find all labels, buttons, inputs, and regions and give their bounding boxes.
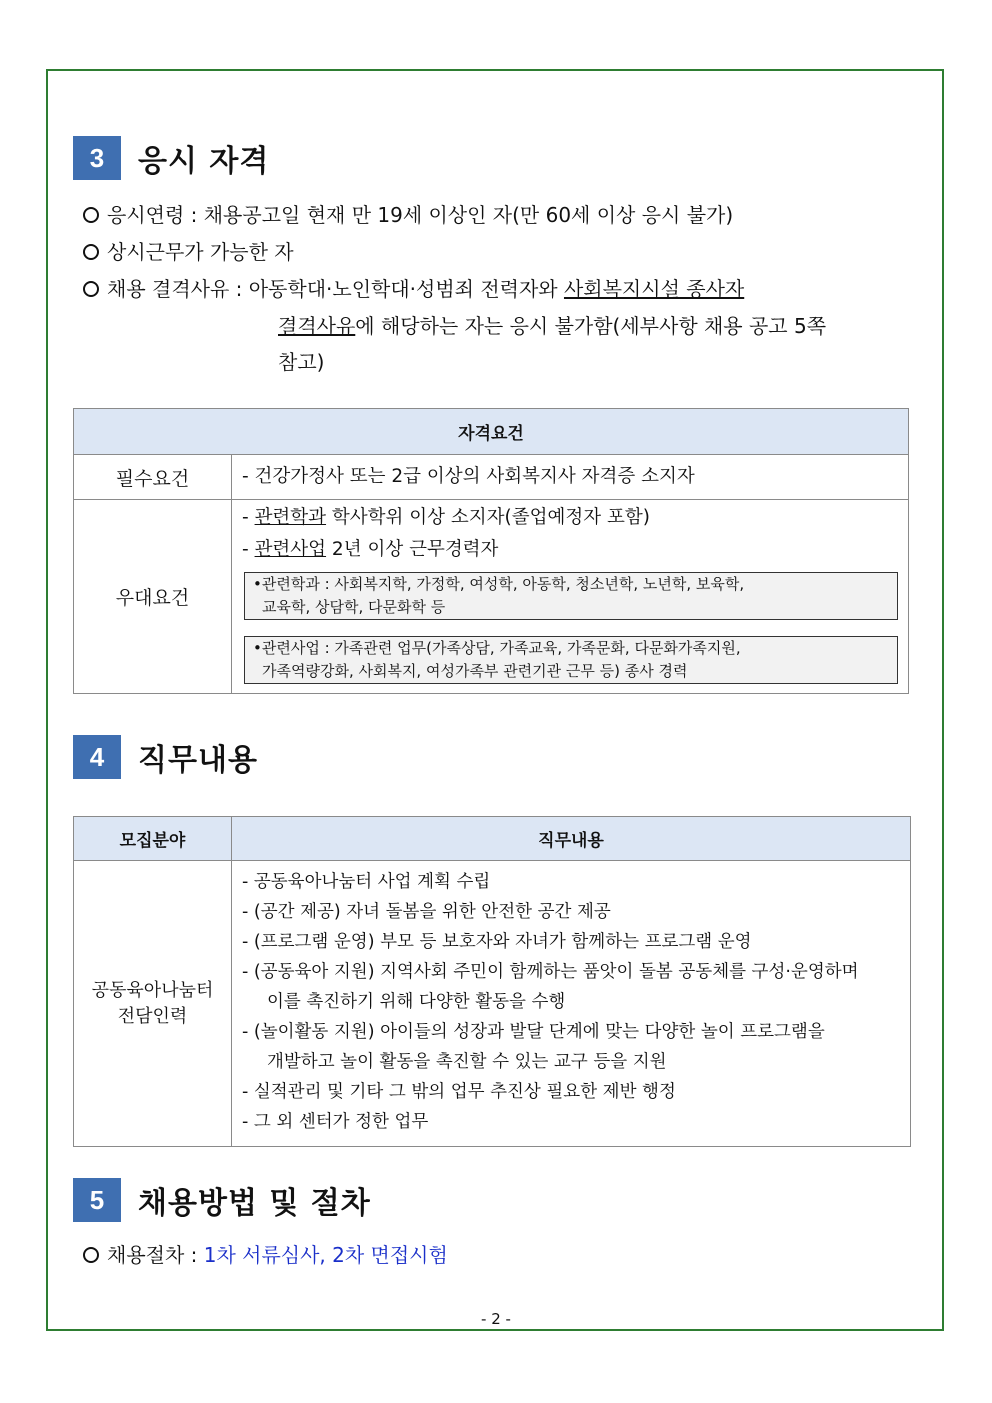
required-label: 필수요건 <box>74 455 232 500</box>
preferred-line: - 관련사업 2년 이상 근무경력자 <box>242 539 499 560</box>
bullet-lead: 채용 결격사유 : <box>107 277 249 301</box>
section-title: 응시 자격 <box>138 144 270 179</box>
section-number: 4 <box>73 735 121 779</box>
qualification-table <box>73 408 909 694</box>
note-box-majors: •관련학과 : 사회복지학, 가정학, 여성학, 아동학, 청소년학, 노년학, 보육학, 교육학, 상담학, 다문화학 등 <box>244 572 898 620</box>
job-table <box>73 816 911 1147</box>
note-box-business: •관련사업 : 가족관련 업무(가족상담, 가족교육, 가족문화, 다문화가족지원, 가족역량강화, 사회복지, 여성가족부 관련기관 근무 등) 종사 경력 <box>244 636 898 684</box>
underlined-text: 사회복지시설 종사자 <box>563 277 745 301</box>
circle-bullet-icon <box>83 244 99 260</box>
duty-line-continuation: 이를 촉진하기 위해 다양한 활동을 수행 <box>267 992 566 1012</box>
bullet-text: 아동학대·노인학대·성범죄 전력자와 <box>248 277 564 301</box>
circle-bullet-icon <box>83 1247 99 1263</box>
underlined-text: 관련학과 <box>254 507 327 528</box>
table-header: 자격요건 <box>74 409 909 455</box>
bullet-lead: 채용절차 : <box>107 1243 204 1267</box>
bullet-text: 에 해당하는 자는 응시 불가함(세부사항 채용 공고 5쪽 <box>355 314 827 338</box>
duty-line: - 실적관리 및 기타 그 밖의 업무 추진상 필요한 제반 행정 <box>242 1082 676 1102</box>
duty-line: - (프로그램 운영) 부모 등 보호자와 자녀가 함께하는 프로그램 운영 <box>242 932 752 952</box>
circle-bullet-icon <box>83 281 99 297</box>
bullet-item <box>83 197 733 233</box>
section-title: 채용방법 및 절차 <box>138 1186 371 1221</box>
recruit-field: 공동육아나눔터 전담인력 <box>74 861 232 1147</box>
preferred-cell <box>232 500 909 694</box>
duty-line-continuation: 개발하고 놀이 활동을 촉진할 수 있는 교구 등을 지원 <box>267 1052 667 1072</box>
section-number: 5 <box>73 1178 121 1222</box>
circle-bullet-icon <box>83 207 99 223</box>
required-text: - 건강가정사 또는 2급 이상의 사회복지사 자격증 소지자 <box>232 455 909 500</box>
section-3-heading <box>73 136 269 180</box>
underlined-text: 결격사유 <box>278 314 356 338</box>
section-title: 직무내용 <box>138 743 258 778</box>
bullet-item-procedure <box>83 1237 448 1273</box>
duty-line: - (공간 제공) 자녀 돌봄을 위한 안전한 공간 제공 <box>242 902 611 922</box>
preferred-label: 우대요건 <box>74 500 232 694</box>
duty-line: - 그 외 센터가 정한 업무 <box>242 1112 429 1132</box>
preferred-line: - 관련학과 학사학위 이상 소지자(졸업예정자 포함) <box>242 507 650 528</box>
procedure-value: 1차 서류심사, 2차 면접시험 <box>203 1243 448 1267</box>
bullet-item <box>83 234 294 270</box>
section-5-heading <box>73 1178 371 1222</box>
bullet-text: 응시연령 : 채용공고일 현재 만 19세 이상인 자(만 60세 이상 응시 불가) <box>107 203 734 227</box>
section-4-heading <box>73 735 258 779</box>
underlined-text: 관련사업 <box>254 539 327 560</box>
bullet-text: 상시근무가 가능한 자 <box>107 240 294 264</box>
duty-line: - 공동육아나눔터 사업 계획 수립 <box>242 872 491 892</box>
job-description-cell <box>232 861 911 1147</box>
bullet-continuation: 참고) <box>278 350 325 374</box>
column-header: 모집분야 <box>74 817 232 861</box>
column-header: 직무내용 <box>232 817 911 861</box>
duty-line: - (놀이활동 지원) 아이들의 성장과 발달 단계에 맞는 다양한 놀이 프로그램을 <box>242 1022 825 1042</box>
bullet-item-disqualification <box>83 271 744 307</box>
section-number: 3 <box>73 136 121 180</box>
duty-line: - (공동육아 지원) 지역사회 주민이 함께하는 품앗이 돌봄 공동체를 구성·운영하며 <box>242 962 859 982</box>
page-number: - 2 - <box>481 1310 511 1328</box>
bullet-continuation <box>278 308 826 344</box>
